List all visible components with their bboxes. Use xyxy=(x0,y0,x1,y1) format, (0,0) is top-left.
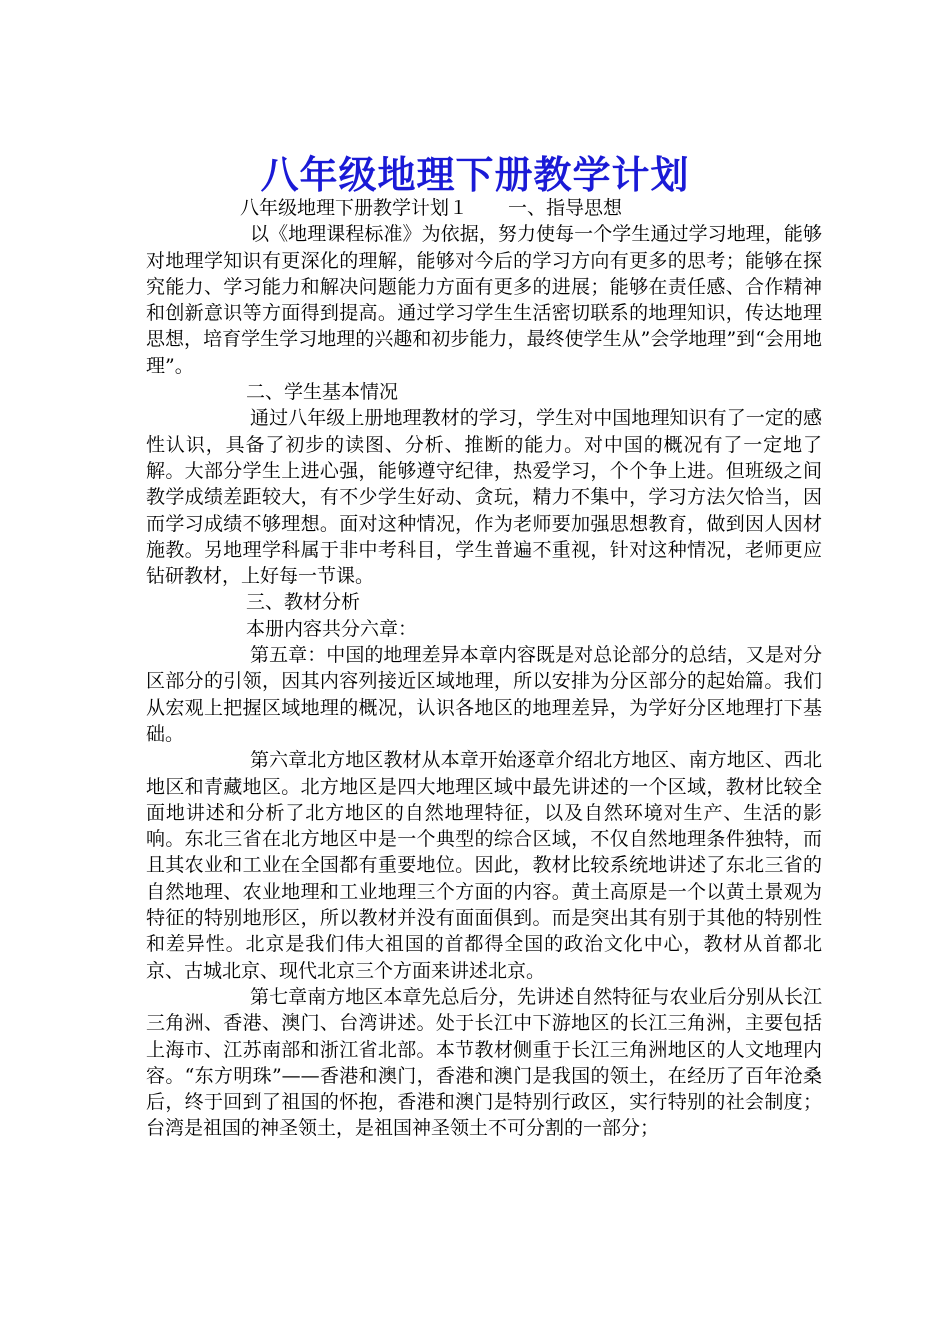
document-title: 八年级地理下册教学计划 xyxy=(260,153,690,198)
section-heading-1: 一、指导思想 xyxy=(508,197,623,219)
intro-label: 八年级地理下册教学计划１ xyxy=(240,197,469,219)
paragraph-5: 第七章南方地区本章先总后分，先讲述自然特征与农业后分别从长江三角洲、香港、澳门、台湾讲述。处于长江中下游地区的长江三角洲，主要包括上海市、江苏南部和浙江省北部。本节教材侧重于长江三角洲地区的人文地理内容。“东方明珠”——香港和澳门，香港和澳门是我国的领土，在经历了百年沧桑后，终于回到了祖国的怀抱，香港和澳门是特别行政区，实行特别的社会制度；台湾是祖国的神圣领土，是祖国神圣领土不可分割的一部分； xyxy=(146,985,822,1140)
section-heading-3: 三、教材分析 xyxy=(246,591,361,614)
intro-line xyxy=(146,195,822,221)
paragraph-1: 以《地理课程标准》为依据，努力使每一个学生通过学习地理，能够对地理学知识有更深化的理解，能够对今后的学习方向有更多的思考；能够在探究能力、学习能力和解决问题能力方面有更多的进展；能够在责任感、合作精神和创新意识等方面得到提高。通过学习学生生活密切联系的地理知识，传达地理思想，培育学生学习地理的兴趣和初步能力，最终使学生从”会学地理”到“会用地理”。 xyxy=(146,223,822,377)
paragraph-3: 第五章：中国的地理差异本章内容既是对总论部分的总结，又是对分区部分的引领，因其内容列接近区域地理，所以安排为分区部分的起始篇。我们从宏观上把握区域地理的概况，认识各地区的地理差异，为学好分区地理打下基础。 xyxy=(146,644,822,745)
section-subheading-3: 本册内容共分六章： xyxy=(246,617,418,640)
paragraph-2: 通过八年级上册地理教材的学习，学生对中国地理知识有了一定的感性认识，具备了初步的读图、分析、推断的能力。对中国的概况有了一定地了解。大部分学生上进心强，能够遵守纪律，热爱学习，个个争上进。但班级之间教学成绩差距较大，有不少学生好动、贪玩，精力不集中，学习方法欠恰当，因而学习成绩不够理想。面对这种情况，作为老师要加强思想教育，做到因人因材施教。另地理学科属于非中考科目，学生普遍不重视，针对这种情况，老师更应钻研教材，上好每一节课。 xyxy=(146,407,822,588)
section-heading-2: 二、学生基本情况 xyxy=(246,381,399,404)
document-body xyxy=(146,195,822,1142)
paragraph-4: 第六章北方地区教材从本章开始逐章介绍北方地区、南方地区、西北地区和青藏地区。北方地区是四大地理区域中最先讲述的一个区域，教材比较全面地讲述和分析了北方地区的自然地理特征，以及自然环境对生产、生活的影响。东北三省在北方地区中是一个典型的综合区域，不仅自然地理条件独特，而且其农业和工业在全国都有重要地位。因此，教材比较系统地讲述了东北三省的自然地理、农业地理和工业地理三个方面的内容。黄土高原是一个以黄土景观为特征的特别地形区，所以教材并没有面面俱到。而是突出其有别于其他的特别性和差异性。北京是我们伟大祖国的首都得全国的政治文化中心，教材从首都北京、古城北京、现代北京三个方面来讲述北京。 xyxy=(146,749,822,982)
